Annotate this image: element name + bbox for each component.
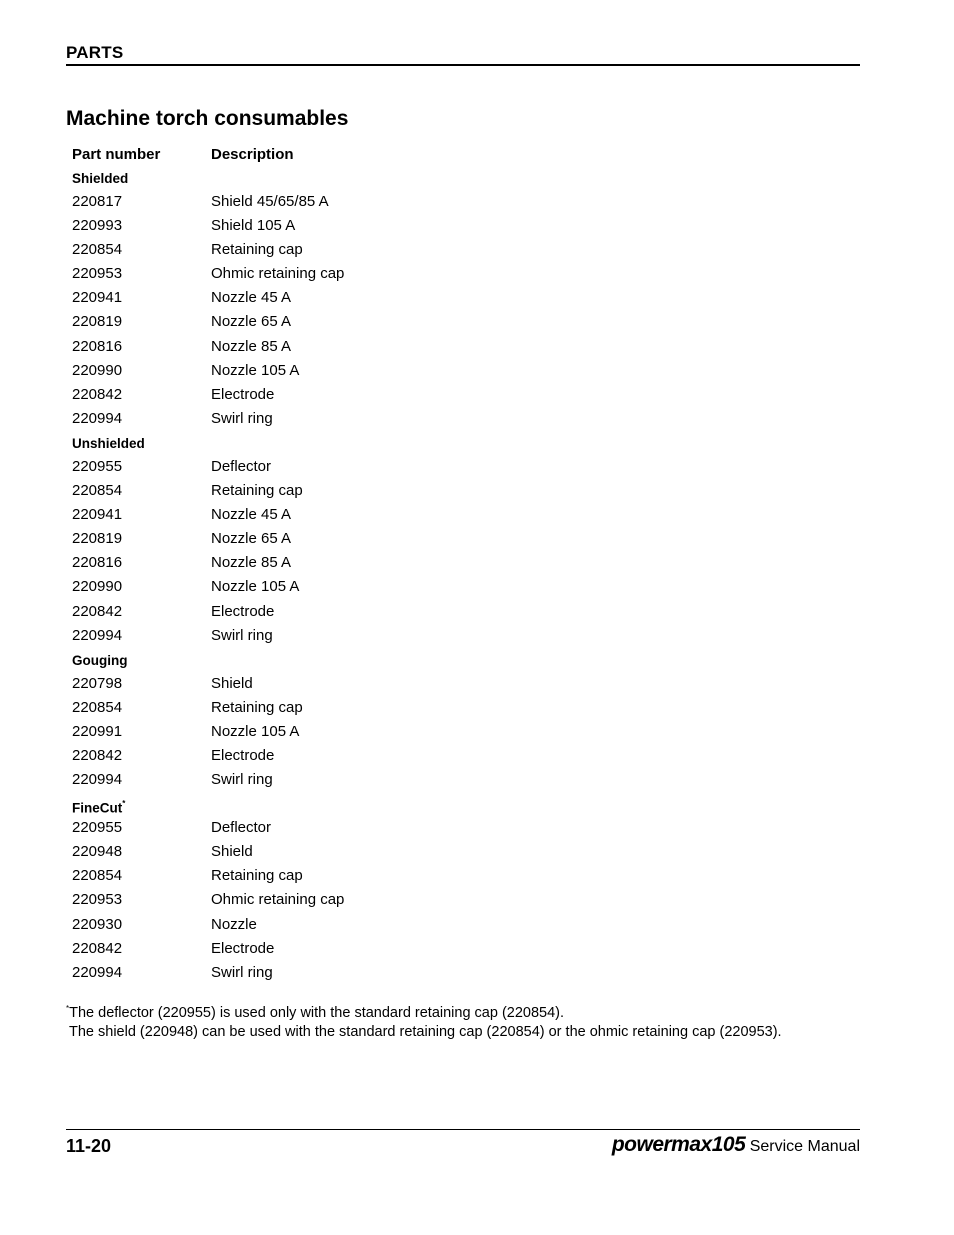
part-number: 220930 [72, 915, 123, 933]
group-name: Unshielded [72, 435, 145, 451]
part-number: 220990 [72, 361, 123, 379]
table-row [72, 286, 672, 310]
part-description: Nozzle 85 A [211, 337, 292, 355]
table-row [72, 744, 672, 768]
page-number: 11-20 [66, 1136, 112, 1156]
table-row [72, 937, 672, 961]
group-name: Gouging [72, 652, 128, 668]
table-row [72, 816, 672, 840]
part-number: 220991 [72, 722, 123, 740]
part-number: 220854 [72, 698, 123, 716]
part-description: Swirl ring [211, 963, 273, 981]
part-description: Nozzle [211, 915, 257, 933]
footnote-marker: * [66, 1004, 70, 1013]
part-description: Nozzle 45 A [211, 289, 292, 307]
footnote-marker: * [122, 799, 126, 809]
header-divider [66, 64, 860, 66]
part-number: 220948 [72, 843, 123, 861]
part-description: Electrode [211, 385, 275, 403]
table-row [72, 696, 672, 720]
part-description: Nozzle 85 A [211, 554, 292, 572]
table-row [72, 503, 672, 527]
group-label [72, 792, 672, 816]
table-row [72, 310, 672, 334]
part-description: Nozzle 105 A [211, 578, 300, 596]
part-number: 220953 [72, 891, 123, 909]
table-row [72, 840, 672, 864]
part-description: Shield [211, 674, 253, 692]
part-description: Ohmic retaining cap [211, 265, 345, 283]
part-number: 220798 [72, 674, 123, 692]
parts-table [72, 166, 672, 985]
part-description: Retaining cap [211, 241, 303, 259]
part-number: 220941 [72, 506, 123, 524]
group-label [72, 648, 672, 672]
part-number: 220955 [72, 819, 123, 837]
part-description: Retaining cap [211, 482, 303, 500]
footer-divider [66, 1129, 860, 1130]
footnote [66, 999, 866, 1043]
table-row [72, 913, 672, 937]
table-row [72, 335, 672, 359]
part-description: Shield [211, 843, 253, 861]
part-description: Retaining cap [211, 698, 303, 716]
table-row [72, 551, 672, 575]
column-header-description: Description [211, 146, 294, 163]
table-row [72, 888, 672, 912]
part-number: 220816 [72, 554, 123, 572]
table-row [72, 575, 672, 599]
manual-suffix: Service Manual [749, 1138, 860, 1155]
part-description: Ohmic retaining cap [211, 891, 345, 909]
part-number: 220842 [72, 746, 123, 764]
table-row [72, 624, 672, 648]
part-description: Deflector [211, 457, 272, 475]
part-description: Retaining cap [211, 867, 303, 885]
table-row [72, 527, 672, 551]
part-description: Shield 45/65/85 A [211, 193, 329, 210]
part-description: Swirl ring [211, 771, 273, 789]
part-description: Nozzle 45 A [211, 506, 292, 524]
part-description: Nozzle 65 A [211, 313, 292, 331]
part-number: 220854 [72, 241, 123, 259]
table-row [72, 383, 672, 407]
part-description: Electrode [211, 939, 275, 957]
part-number: 220955 [72, 457, 123, 475]
part-description: Nozzle 105 A [211, 361, 300, 379]
table-row [72, 864, 672, 888]
table-row [72, 214, 672, 238]
part-description: Deflector [211, 819, 272, 837]
part-number: 220953 [72, 265, 123, 283]
part-number: 220941 [72, 289, 123, 307]
part-number: 220819 [72, 313, 123, 331]
footnote-text-1: The deflector (220955) is used only with the standard retaining cap (220854). [69, 1004, 565, 1021]
part-number: 220994 [72, 626, 123, 644]
part-number: 220993 [72, 217, 123, 235]
part-number: 220854 [72, 482, 123, 500]
part-number: 220842 [72, 385, 123, 403]
part-description: Electrode [211, 746, 275, 764]
table-row [72, 672, 672, 696]
part-number: 220994 [72, 963, 123, 981]
part-number: 220994 [72, 771, 123, 789]
table-row [72, 600, 672, 624]
table-row [72, 407, 672, 431]
table-row [72, 190, 672, 214]
page-title: Machine torch consumables [66, 107, 349, 130]
section-header: PARTS [66, 43, 124, 62]
part-number: 220816 [72, 337, 123, 355]
group-label [72, 166, 672, 190]
part-description: Swirl ring [211, 626, 273, 644]
table-row [72, 479, 672, 503]
part-number: 220817 [72, 193, 123, 210]
footnote-line-1 [66, 999, 866, 1023]
part-description: Nozzle 65 A [211, 530, 292, 548]
part-number: 220842 [72, 939, 123, 957]
table-row [72, 238, 672, 262]
table-row [72, 455, 672, 479]
brand-logo: powermax105 [611, 1133, 746, 1156]
part-description: Shield 105 A [211, 217, 296, 235]
part-number: 220854 [72, 867, 123, 885]
group-name: FineCut [72, 800, 123, 816]
manual-title [612, 1133, 860, 1157]
part-number: 220842 [72, 602, 123, 620]
table-row [72, 359, 672, 383]
group-name: Shielded [72, 171, 129, 186]
part-description: Swirl ring [211, 409, 273, 427]
part-description: Electrode [211, 602, 275, 620]
table-row [72, 720, 672, 744]
group-label [72, 431, 672, 455]
column-header-part-number: Part number [72, 146, 161, 163]
table-row [72, 262, 672, 286]
part-number: 220990 [72, 578, 123, 596]
part-description: Nozzle 105 A [211, 722, 300, 740]
part-number: 220819 [72, 530, 123, 548]
part-number: 220994 [72, 409, 123, 427]
footnote-line-2: The shield (220948) can be used with the standard retaining cap (220854) or the ohmic retaining cap (220953). [69, 1024, 782, 1041]
table-row [72, 961, 672, 985]
table-row [72, 768, 672, 792]
